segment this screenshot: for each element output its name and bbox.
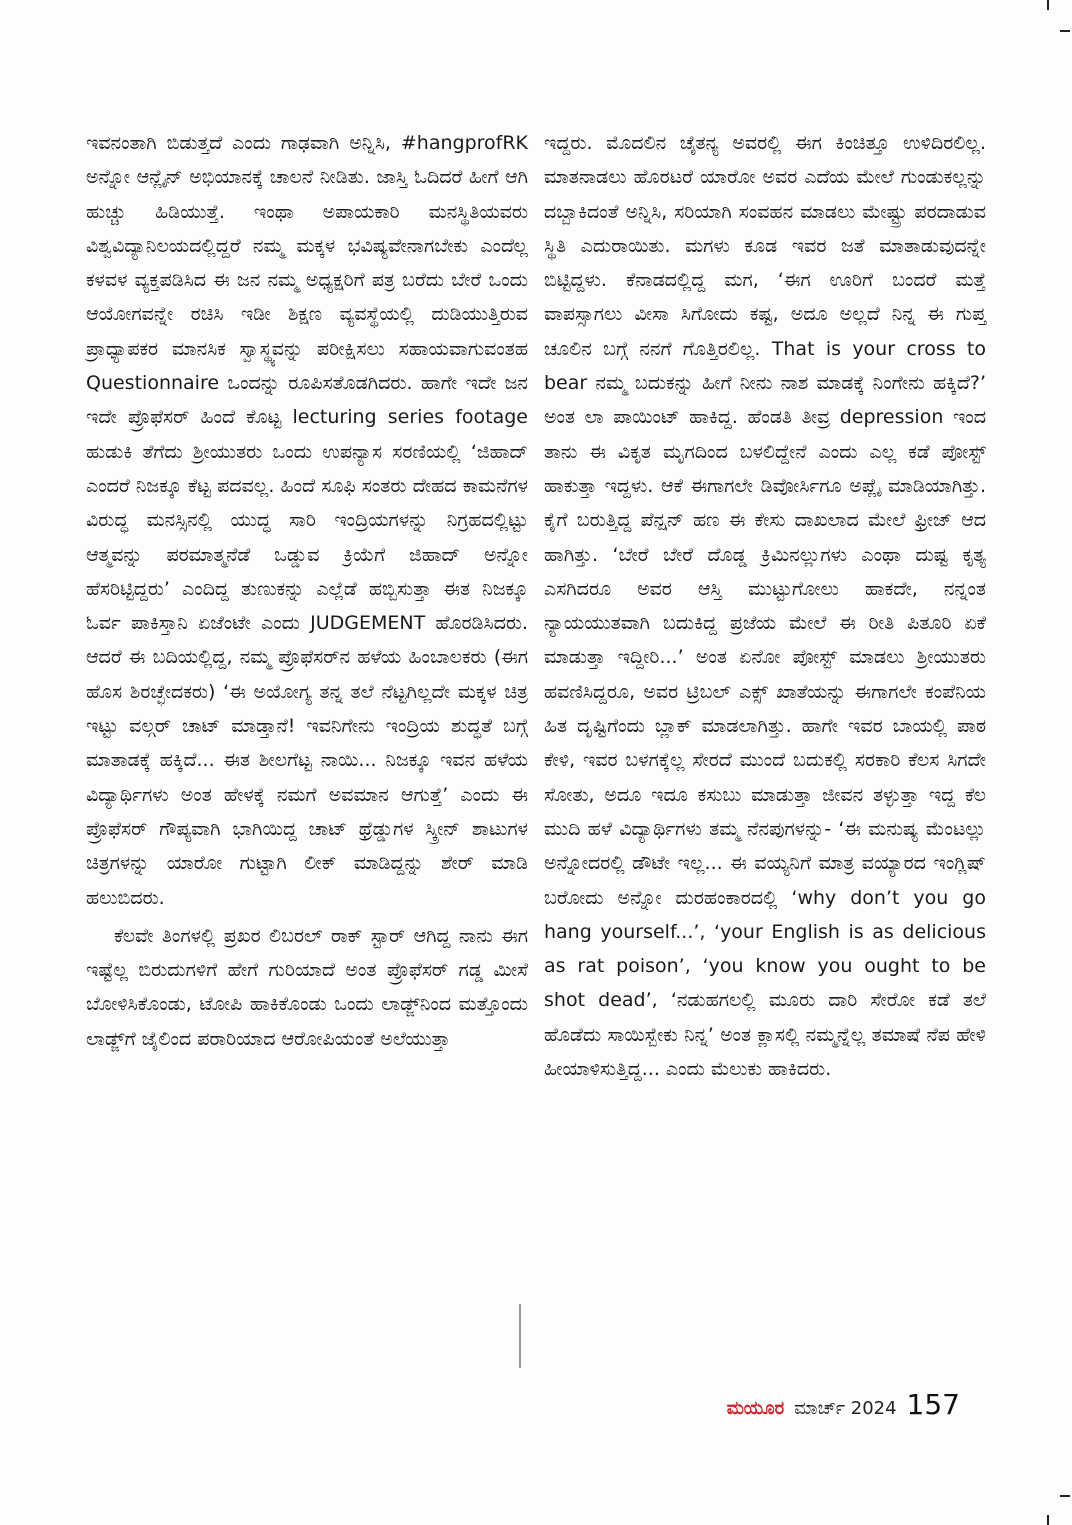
crop-mark-bottom-right-side <box>1060 1495 1070 1497</box>
paragraph: ಕೆಲವೇ ತಿಂಗಳಲ್ಲಿ ಪ್ರಖರ ಲಿಬರಲ್ ರಾಕ್ ಸ್ಟಾರ್ ಆಗಿದ್ದ ನಾನು ಈಗ ಇಷ್ಟೆಲ್ಲ ಬಿರುದುಗಳಿಗೆ ಹೇಗೆ ಗುರಿಯಾದೆ ಅಂತ ಪ್ರೊಫೆಸರ್ ಗಡ್ಡ ಮೀಸೆ ಬೋಳಿಸಿಕೊಂಡು, ಟೋಪಿ ಹಾಕಿಕೊಂಡು ಒಂದು ಲಾಡ್ಜ್‌ನಿಂದ ಮತ್ತೊಂದು ಲಾಡ್ಜ್‌ಗೆ ಜೈಲಿಂದ ಪರಾರಿಯಾದ ಆರೋಪಿಯಂತೆ ಅಲೆಯುತ್ತಾ <box>86 924 528 1050</box>
column-divider <box>519 1304 521 1368</box>
magazine-logo: ಮಯೂರ <box>726 1398 785 1419</box>
article-column-left <box>86 126 528 1056</box>
page-footer <box>727 1388 960 1421</box>
crop-mark-right-middle <box>1060 30 1070 32</box>
crop-mark-bottom-right <box>1047 1515 1049 1525</box>
issue-date: ಮಾರ್ಚ್ 2024 <box>794 1398 897 1419</box>
crop-mark-top-right <box>1047 0 1049 10</box>
article-column-right <box>544 126 986 1086</box>
paragraph: ಇದ್ದರು. ಮೊದಲಿನ ಚೈತನ್ಯ ಅವರಲ್ಲಿ ಈಗ ಕಿಂಚಿತ್ತೂ ಉಳಿದಿರಲಿಲ್ಲ. ಮಾತನಾಡಲು ಹೊರಟರೆ ಯಾರೋ ಅವರ ಎದೆಯ ಮೇಲೆ ಗುಂಡುಕಲ್ಲನ್ನು ದಬ್ಬಾಕಿದಂತೆ ಅನ್ನಿಸಿ, ಸರಿಯಾಗಿ ಸಂವಹನ ಮಾಡಲು ಮೇಷ್ಟ್ರು ಪರದಾಡುವ ಸ್ಥಿತಿ ಎದುರಾಯಿತು. ಮಗಳು ಕೂಡ ಇವರ ಜತೆ ಮಾತಾಡುವುದನ್ನೇ ಬಿಟ್ಟಿದ್ದಳು. ಕೆನಾಡದಲ್ಲಿದ್ದ ಮಗ, ‘ಈಗ ಊರಿಗೆ ಬಂದರೆ ಮತ್ತೆ ವಾಪಸ್ಸಾಗಲು ವೀಸಾ ಸಿಗೋದು ಕಷ್ಟ, ಅದೂ ಅಲ್ಲದೆ ನಿನ್ನ ಈ ಗುಪ್ತ ಚೂಲಿನ ಬಗ್ಗೆ ನನಗೆ ಗೊತ್ತಿರಲಿಲ್ಲ. That is your cross to bear ನಮ್ಮ ಬದುಕನ್ನು ಹೀಗೆ ನೀನು ನಾಶ ಮಾಡಕ್ಕೆ ನಿಂಗೇನು ಹಕ್ಕಿದೆ?’ ಅಂತ ಲಾ ಪಾಯಿಂಟ್ ಹಾಕಿದ್ದ. ಹೆಂಡತಿ ತೀವ್ರ depression ಇಂದ ತಾನು ಈ ವಿಕೃತ ಮೃಗದಿಂದ ಬಳಲಿದ್ದೇನೆ ಎಂದು ಎಲ್ಲ ಕಡೆ ಪೋಸ್ಟ್ ಹಾಕುತ್ತಾ ಇದ್ದಳು. ಆಕೆ ಈಗಾಗಲೇ ಡಿವೋರ್ಸಿಗೂ ಅಪ್ಲೈ ಮಾಡಿಯಾಗಿತ್ತು. ಕೈಗೆ ಬರುತ್ತಿದ್ದ ಪೆನ್ಷನ್ ಹಣ ಈ ಕೇಸು ದಾಖಲಾದ ಮೇಲೆ ಫ್ರೀಜ್ ಆದ ಹಾಗಿತ್ತು. ‘ಬೇರೆ ಬೇರೆ ದೊಡ್ಡ ಕ್ರಿಮಿನಲ್ಲುಗಳು ಎಂಥಾ ದುಷ್ಟ ಕೃತ್ಯ ಎಸಗಿದರೂ ಅವರ ಆಸ್ತಿ ಮುಟ್ಟುಗೋಲು ಹಾಕದೇ, ನನ್ನಂತ ನ್ಯಾಯಯುತವಾಗಿ ಬದುಕಿದ್ದ ಪ್ರಜೆಯ ಮೇಲೆ ಈ ರೀತಿ ಪಿತೂರಿ ಏಕೆ ಮಾಡುತ್ತಾ ಇದ್ದೀರಿ...’ ಅಂತ ಏನೋ ಪೋಸ್ಟ್ ಮಾಡಲು ಶ್ರೀಯುತರು ಹವಣಿಸಿದ್ದರೂ, ಅವರ ಟ್ರಿಬಲ್ ಎಕ್ಸ್ ಖಾತೆಯನ್ನು ಈಗಾಗಲೇ ಕಂಪೆನಿಯ ಹಿತ ದೃಷ್ಟಿಗೆಂದು ಬ್ಲಾಕ್ ಮಾಡಲಾಗಿತ್ತು. ಹಾಗೇ ಇವರ ಬಾಯಲ್ಲಿ ಪಾಠ ಕೇಳಿ, ಇವರ ಬಳಗಕ್ಕೆಲ್ಲ ಸೇರದೆ ಮುಂದೆ ಬದುಕಲ್ಲಿ ಸರಕಾರಿ ಕೆಲಸ ಸಿಗದೇ ಸೋತು, ಅದೂ ಇದೂ ಕಸುಬು ಮಾಡುತ್ತಾ ಜೀವನ ತಳ್ಳುತ್ತಾ ಇದ್ದ ಕೆಲ ಮುದಿ ಹಳೆ ವಿದ್ಯಾರ್ಥಿಗಳು ತಮ್ಮ ನೆನಪುಗಳನ್ನು- ‘ಈ ಮನುಷ್ಯ ಮೆಂಟಲ್ಲು ಅನ್ನೋದರಲ್ಲಿ ಡೌಟೇ ಇಲ್ಲ... ಈ ವಯ್ಯನಿಗೆ ಮಾತ್ರ ವಯ್ಯಾರದ ಇಂಗ್ಲಿಷ್ ಬರೋದು ಅನ್ನೋ ದುರಹಂಕಾರದಲ್ಲಿ ‘why don’t you go hang yourself...’, ‘your English is as delicious as rat poison’, ‘you know you ought to be shot dead’, ‘ನಡುಹಗಲಲ್ಲಿ ಮೂರು ದಾರಿ ಸೇರೋ ಕಡೆ ತಲೆ ಹೊಡೆದು ಸಾಯಿಸ್ಬೇಕು ನಿನ್ನ’ ಅಂತ ಕ್ಲಾಸಲ್ಲಿ ನಮ್ಮನ್ನೆಲ್ಲ ತಮಾಷೆ ನೆಪ ಹೇಳಿ ಹೀಯಾಳಿಸುತ್ತಿದ್ದ... ಎಂದು ಮೆಲುಕು ಹಾಕಿದರು. <box>544 132 987 1081</box>
paragraph: ಇವನಂತಾಗಿ ಬಿಡುತ್ತದೆ ಎಂದು ಗಾಢವಾಗಿ ಅನ್ನಿಸಿ, #hangprofRK ಅನ್ನೋ ಆನ್ಲೈನ್ ಅಭಿಯಾನಕ್ಕೆ ಚಾಲನೆ ನೀಡಿತು. ಜಾಸ್ತಿ ಓದಿದರೆ ಹೀಗೆ ಆಗಿ ಹುಚ್ಚು ಹಿಡಿಯುತ್ತೆ. ಇಂಥಾ ಅಪಾಯಕಾರಿ ಮನಸ್ಥಿತಿಯವರು ವಿಶ್ವವಿದ್ಯಾನಿಲಯದಲ್ಲಿದ್ದರೆ ನಮ್ಮ ಮಕ್ಕಳ ಭವಿಷ್ಯವೇನಾಗಬೇಕು ಎಂದೆಲ್ಲ ಕಳವಳ ವ್ಯಕ್ತಪಡಿಸಿದ ಈ ಜನ ನಮ್ಮ ಅಧ್ಯಕ್ಷರಿಗೆ ಪತ್ರ ಬರೆದು ಬೇರೆ ಒಂದು ಆಯೋಗವನ್ನೇ ರಚಿಸಿ ಇಡೀ ಶಿಕ್ಷಣ ವ್ಯವಸ್ಥೆಯಲ್ಲಿ ದುಡಿಯುತ್ತಿರುವ ಪ್ರಾಧ್ಯಾಪಕರ ಮಾನಸಿಕ ಸ್ವಾಸ್ಥ್ಯವನ್ನು ಪರೀಕ್ಷಿಸಲು ಸಹಾಯವಾಗುವಂತಹ Questionnaire ಒಂದನ್ನು ರೂಪಿಸತೊಡಗಿದರು. ಹಾಗೇ ಇದೇ ಜನ ಇದೇ ಪ್ರೊಫೆಸರ್ ಹಿಂದೆ ಕೊಟ್ಟ lecturing series footage ಹುಡುಕಿ ತೆಗೆದು ಶ್ರೀಯುತರು ಒಂದು ಉಪನ್ಯಾಸ ಸರಣಿಯಲ್ಲಿ ‘ಜಿಹಾದ್ ಎಂದರೆ ನಿಜಕ್ಕೂ ಕೆಟ್ಟ ಪದವಲ್ಲ. ಹಿಂದೆ ಸೂಫಿ ಸಂತರು ದೇಹದ ಕಾಮನೆಗಳ ವಿರುದ್ಧ ಮನಸ್ಸಿನಲ್ಲಿ ಯುದ್ಧ ಸಾರಿ ಇಂದ್ರಿಯಗಳನ್ನು ನಿಗ್ರಹದಲ್ಲಿಟ್ಟು ಆತ್ಮವನ್ನು ಪರಮಾತ್ಮನೆಡೆ ಒಡ್ಡುವ ಕ್ರಿಯೆಗೆ ಜಿಹಾದ್ ಅನ್ನೋ ಹೆಸರಿಟ್ಟಿದ್ದರು’ ಎಂದಿದ್ದ ತುಣುಕನ್ನು ಎಲ್ಲೆಡೆ ಹಬ್ಬಿಸುತ್ತಾ ಈತ ನಿಜಕ್ಕೂ ಓರ್ವ ಪಾಕಿಸ್ತಾನಿ ಏಜೆಂಟೇ ಎಂದು JUDGEMENT ಹೊರಡಿಸಿದರು. ಆದರೆ ಈ ಬದಿಯಲ್ಲಿದ್ದ, ನಮ್ಮ ಪ್ರೊಫೆಸರ್‌ನ ಹಳೆಯ ಹಿಂಬಾಲಕರು (ಈಗ ಹೊಸ ಶಿರಚ್ಛೇದಕರು) ‘ಈ ಅಯೋಗ್ಯ ತನ್ನ ತಲೆ ನೆಟ್ಟಗಿಲ್ಲದೇ ಮಕ್ಕಳ ಚಿತ್ರ ಇಟ್ಟು ವಲ್ಗರ್ ಚಾಟ್ ಮಾಡ್ತಾನೆ! ಇವನಿಗೇನು ಇಂದ್ರಿಯ ಶುದ್ಧತೆ ಬಗ್ಗೆ ಮಾತಾಡಕ್ಕೆ ಹಕ್ಕಿದೆ... ಈತ ಶೀಲಗೆಟ್ಟ ನಾಯಿ... ನಿಜಕ್ಕೂ ಇವನ ಹಳೆಯ ವಿದ್ಯಾರ್ಥಿಗಳು ಅಂತ ಹೇಳಕ್ಕೆ ನಮಗೆ ಅವಮಾನ ಆಗುತ್ತೆ’ ಎಂದು ಈ ಪ್ರೊಫೆಸರ್ ಗೌಪ್ಯವಾಗಿ ಭಾಗಿಯಿದ್ದ ಚಾಟ್ ಥ್ರೆಡ್ಡುಗಳ ಸ್ಕ್ರೀನ್ ಶಾಟುಗಳ ಚಿತ್ರಗಳನ್ನು ಯಾರೋ ಗುಟ್ಟಾಗಿ ಲೀಕ್ ಮಾಡಿದ್ದನ್ನು ಶೇರ್ ಮಾಡಿ ಹಲುಬಿದರು. <box>86 132 528 909</box>
page-number: 157 <box>906 1388 960 1421</box>
